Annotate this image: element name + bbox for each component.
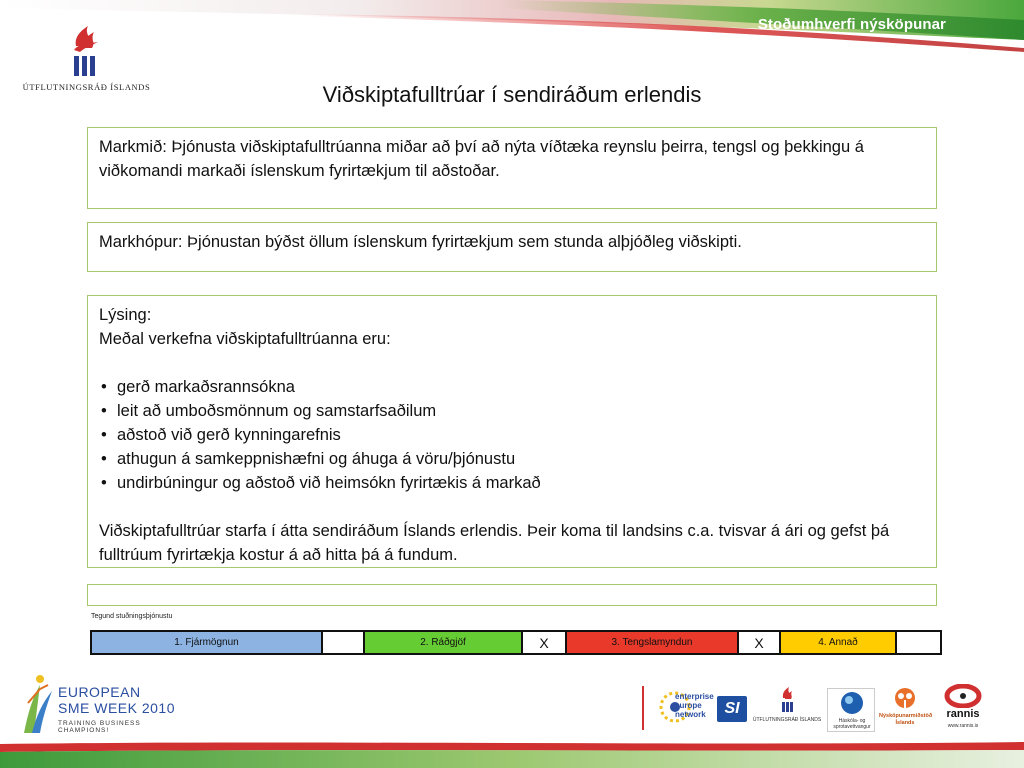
target-group-text: Markhópur: Þjónustan býðst öllum íslenskum fyrirtækjum sem stunda alþjóðleg viðskipti. [99,233,742,251]
haskola-sprotavettvangur-logo [827,688,875,732]
nmi-tree-icon [879,686,931,712]
sme-week-line1: EUROPEAN [58,684,141,700]
category-other: 4. Annað [780,631,896,654]
banner-title: Stoðumhverfi nýsköpunar [757,16,946,33]
european-sme-week-logo [18,673,178,739]
empty-box [87,584,937,606]
rannis-text: rannis [946,708,980,720]
sme-week-line2: SME WEEK 2010 [58,700,175,716]
description-box [87,295,937,568]
goal-text: Markmið: Þjónusta viðskiptafulltrúanna miðar að því að nýta víðtæka reynslu þeirra, tengsl og þekkingu á viðkomandi markaði íslenskum fyrirtækjum til aðstoðar. [99,138,864,180]
description-heading: Lýsing: [99,306,152,324]
nmi-text: Nýsköpunarmiðstöð Íslands [879,713,933,726]
enterprise-europe-network-logo [659,684,715,730]
sme-week-line3: TRAINING BUSINESS CHAMPIONS! [58,720,141,734]
list-item: • undirbúningur og aðstoð við heimsókn fyrirtækis á markað [99,471,925,495]
description-closing: Viðskiptafulltrúar starfa í átta sendiráðum Íslands erlendis. Þeir koma til landsins c.a. tvisvar á ári og gefst þá fulltrúum fyrirtækja kostur á að hitta þá á fundum. [99,522,890,564]
list-item: • gerð markaðsrannsókna [99,375,925,399]
globe-icon [828,689,876,719]
category-consulting: 2. Ráðgjöf [364,631,522,654]
category-financing: 1. Fjármögnun [91,631,322,654]
partner-logos [655,680,995,736]
rannis-url: www.rannis.is [947,723,979,729]
si-text: SI [724,700,740,717]
list-item: • leit að umboðsmönnum og samstarfsaðilum [99,399,925,423]
een-text: enterprise europe network [675,692,714,719]
si-logo [717,696,747,722]
category-networking-mark: X [738,631,780,654]
list-item: • athugun á samkeppnishæfni og áhuga á vöru/þjónustu [99,447,925,471]
category-other-mark [896,631,941,654]
service-type-label: Tegund stuðningsþjónustu [91,613,173,620]
category-networking: 3. Tengslamyndun [566,631,738,654]
utflutningsrad-small-text: ÚTFLUTNINGSRÁÐ ÍSLANDS [752,717,822,723]
page-title: Viðskiptafulltrúar í sendiráðum erlendis [322,82,702,107]
target-group-box [87,222,937,272]
logo-caption: ÚTFLUTNINGSRÁÐ ÍSLANDS [22,82,151,92]
category-consulting-mark: X [522,631,566,654]
footer-divider [642,686,644,730]
haskola-text: Háskóla- og sprotavettvangur [833,718,871,730]
utflutningsrad-small-logo [751,686,823,730]
flame-emblem-small-icon [751,686,823,714]
nmi-logo [879,686,931,732]
category-financing-mark [322,631,364,654]
flame-emblem-icon [14,24,159,80]
bottom-swoosh-band [0,740,1024,768]
rannis-logo [935,684,991,732]
sme-week-figure-icon [18,673,58,737]
task-list [99,375,925,495]
description-intro: Meðal verkefna viðskiptafulltrúanna eru: [99,330,391,348]
rannis-swirl-icon [935,684,991,708]
goal-box [87,127,937,209]
service-type-table [90,630,942,655]
list-item: • aðstoð við gerð kynningarefnis [99,423,925,447]
